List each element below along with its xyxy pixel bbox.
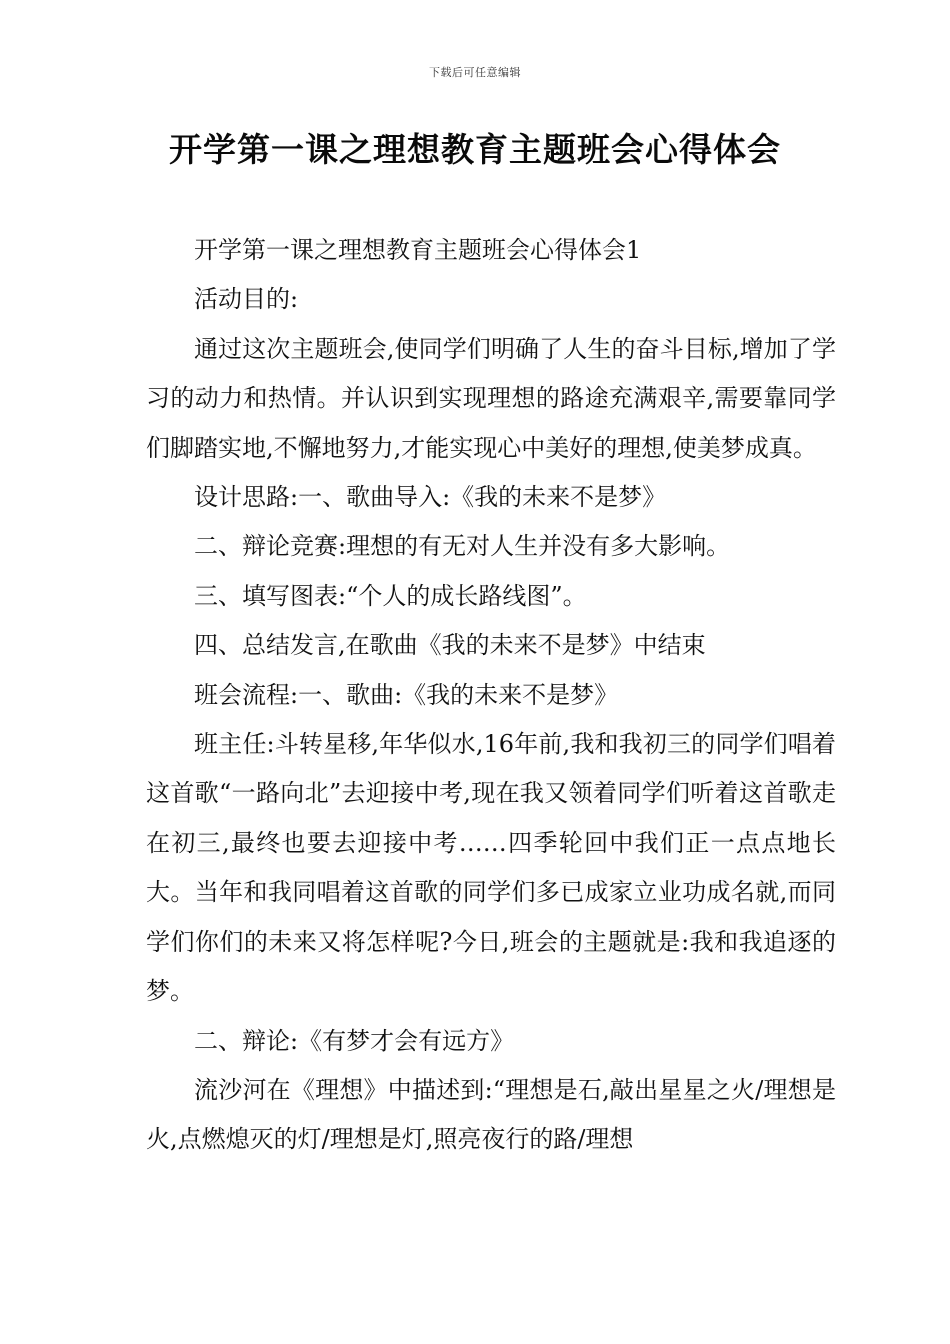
document-body [146, 226, 836, 1165]
document-title: 开学第一课之理想教育主题班会心得体会 [169, 130, 781, 169]
paragraph-meeting-flow: 班会流程:一、歌曲:《我的未来不是梦》 [194, 680, 619, 709]
paragraph-subtitle: 开学第一课之理想教育主题班会心得体会1 [194, 236, 642, 264]
paragraph-debate-topic: 二、辩论:《有梦才会有远方》 [194, 1026, 515, 1055]
paragraph-teacher-speech: 班主任:斗转星移,年华似水,16年前,我和我初三的同学们唱着这首歌“一路向北”去迎接中考,现在我又领着同学们听着这首歌走在初三,最终也要去迎接中考……四季轮回中我们正一点点地长大。当年和我同唱着这首歌的同学们多已成家立业功成名就,而同学们你们的未来又将怎样呢?今日,班会的主题就是:我和我追逐的梦。 [146, 730, 836, 1006]
paragraph-debate: 二、辩论竞赛:理想的有无对人生并没有多大影响。 [194, 532, 731, 561]
paragraph-liushahe-quote: 流沙河在《理想》中描述到:“理想是石,敲出星星之火/理想是火,点燃熄灭的灯/理想是灯,照亮夜行的路/理想 [146, 1075, 836, 1154]
paragraph-design-idea: 设计思路:一、歌曲导入:《我的未来不是梦》 [194, 483, 667, 512]
header-note: 下载后可任意编辑 [429, 66, 521, 79]
paragraph-activity-purpose-heading: 活动目的: [194, 285, 299, 314]
paragraph-activity-purpose: 通过这次主题班会,使同学们明确了人生的奋斗目标,增加了学习的动力和热情。并认识到实现理想的路途充满艰辛,需要靠同学们脚踏实地,不懈地努力,才能实现心中美好的理想,使美梦成真。 [146, 334, 836, 462]
paragraph-summary: 四、总结发言,在歌曲《我的未来不是梦》中结束 [194, 631, 706, 660]
paragraph-chart: 三、填写图表:“个人的成长路线图”。 [194, 581, 587, 610]
